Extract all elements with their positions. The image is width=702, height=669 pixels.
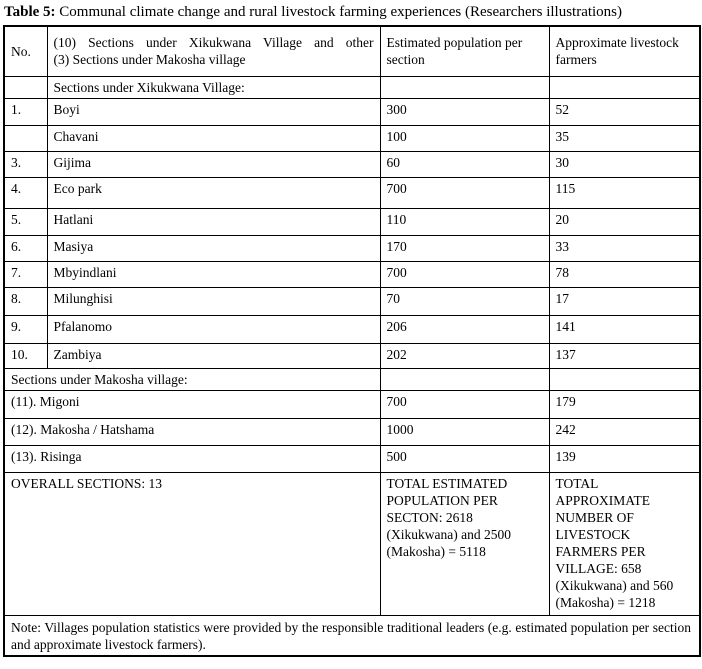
table-row — [4, 125, 700, 151]
population-cell: 500 — [380, 445, 549, 472]
col-header-sections — [47, 26, 380, 76]
population-cell: 170 — [380, 235, 549, 261]
row-number-cell: 10. — [4, 343, 47, 368]
farmers-cell: 242 — [549, 418, 700, 445]
farmers-total-cell: TOTAL APPROXIMATE NUMBER OF LIVESTOCK FARMERS PER VILLAGE: 658 (Xikukwana) and 560 (Makosha) = 1218 — [549, 472, 700, 615]
farmers-cell: 35 — [549, 125, 700, 151]
data-table — [3, 25, 701, 657]
population-cell: 700 — [380, 390, 549, 418]
col-header-no: No. — [4, 26, 47, 76]
row-number-cell: 1. — [4, 98, 47, 125]
farmers-cell: 20 — [549, 208, 700, 235]
row-number-cell: 4. — [4, 177, 47, 208]
farmers-cell: 30 — [549, 151, 700, 177]
table-note: Note: Villages population statistics were provided by the responsible traditional leaders (e.g. estimated population per section and approximate livestock farmers). — [4, 615, 700, 656]
population-total-cell: TOTAL ESTIMATED POPULATION PER SECTON: 2618 (Xikukwana) and 2500 (Makosha) = 5118 — [380, 472, 549, 615]
section-group-cell: Sections under Makosha village: — [4, 368, 380, 390]
section-name-cell: Boyi — [47, 98, 380, 125]
col-header-population: Estimated population per section — [380, 26, 549, 76]
population-cell: 110 — [380, 208, 549, 235]
farmers-cell: 33 — [549, 235, 700, 261]
section-name-cell: (12). Makosha / Hatshama — [4, 418, 380, 445]
section-name-cell: Eco park — [47, 177, 380, 208]
farmers-cell — [549, 368, 700, 390]
farmers-cell: 179 — [549, 390, 700, 418]
farmers-cell: 115 — [549, 177, 700, 208]
row-number-cell — [4, 125, 47, 151]
row-number-cell: 8. — [4, 287, 47, 315]
section-name-cell: Chavani — [47, 125, 380, 151]
farmers-cell: 137 — [549, 343, 700, 368]
table-row — [4, 445, 700, 472]
row-number-cell: 5. — [4, 208, 47, 235]
row-number-cell: 6. — [4, 235, 47, 261]
row-number-cell: 7. — [4, 261, 47, 287]
col-header-sections-line2: (3) Sections under Makosha village — [53, 52, 246, 68]
table-row — [4, 261, 700, 287]
table-row — [4, 315, 700, 343]
table-row — [4, 177, 700, 208]
section-name-cell: Mbyindlani — [47, 261, 380, 287]
section-name-cell: Gijima — [47, 151, 380, 177]
section-name-cell: Sections under Xikukwana Village: — [47, 76, 380, 98]
table-caption-line2: illustrations) — [546, 4, 623, 20]
row-number-cell: 3. — [4, 151, 47, 177]
population-cell — [380, 76, 549, 98]
population-cell: 206 — [380, 315, 549, 343]
table-row — [4, 76, 700, 98]
farmers-cell: 17 — [549, 287, 700, 315]
section-name-cell: Hatlani — [47, 208, 380, 235]
table-row — [4, 390, 700, 418]
population-cell: 70 — [380, 287, 549, 315]
overall-sections-cell: OVERALL SECTIONS: 13 — [4, 472, 380, 615]
table-row — [4, 368, 700, 390]
col-header-farmers: Approximate livestock farmers — [549, 26, 700, 76]
section-name-cell: Milunghisi — [47, 287, 380, 315]
population-cell — [380, 368, 549, 390]
table-caption — [4, 3, 698, 22]
row-number-cell: 9. — [4, 315, 47, 343]
population-cell: 300 — [380, 98, 549, 125]
summary-row — [4, 472, 700, 615]
population-cell: 60 — [380, 151, 549, 177]
table-caption-label: Table 5: — [4, 4, 56, 20]
table-caption-line1 — [4, 4, 542, 20]
section-name-cell: Pfalanomo — [47, 315, 380, 343]
table-row — [4, 287, 700, 315]
table-row — [4, 98, 700, 125]
table-row — [4, 343, 700, 368]
population-cell: 700 — [380, 177, 549, 208]
farmers-cell: 78 — [549, 261, 700, 287]
population-cell: 100 — [380, 125, 549, 151]
col-header-sections-line1: (10) Sections under Xikukwana Village and other — [53, 35, 374, 51]
section-name-cell: Masiya — [47, 235, 380, 261]
farmers-cell: 139 — [549, 445, 700, 472]
table-header-row — [4, 26, 700, 76]
note-row — [4, 615, 700, 656]
section-name-cell: (13). Risinga — [4, 445, 380, 472]
farmers-cell — [549, 76, 700, 98]
table-caption-text: Communal climate change and rural livestock farming experiences (Researchers — [59, 4, 543, 20]
farmers-cell: 52 — [549, 98, 700, 125]
table-row — [4, 151, 700, 177]
table-row — [4, 235, 700, 261]
section-name-cell: (11). Migoni — [4, 390, 380, 418]
farmers-cell: 141 — [549, 315, 700, 343]
table-row — [4, 418, 700, 445]
population-cell: 202 — [380, 343, 549, 368]
section-name-cell: Zambiya — [47, 343, 380, 368]
table-row — [4, 208, 700, 235]
population-cell: 1000 — [380, 418, 549, 445]
row-number-cell — [4, 76, 47, 98]
population-cell: 700 — [380, 261, 549, 287]
